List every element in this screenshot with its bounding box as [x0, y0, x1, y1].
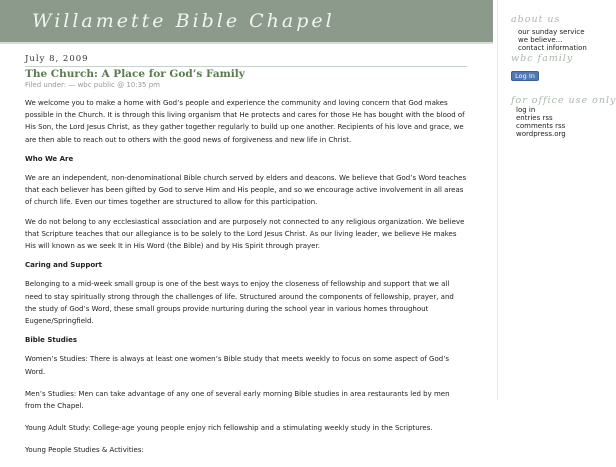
post-body — [25, 97, 467, 467]
contact-information-link[interactable]: contact information — [518, 44, 587, 52]
sidebar-item-we-believe[interactable] — [518, 36, 587, 44]
post-date: July 8, 2009 — [25, 54, 89, 64]
site-title[interactable]: Willamette Bible Chapel — [32, 10, 335, 32]
sunday-service-link[interactable]: our sunday service — [518, 28, 585, 36]
sidebar-item-log-in[interactable] — [516, 106, 566, 114]
comments-rss-link[interactable]: comments rss — [516, 122, 566, 130]
sidebar-item-wordpress[interactable] — [516, 130, 566, 138]
mens-studies-paragraph: Men’s Studies: Men can take advantage of any one of several early morning Bible studies in area restaurants led by men from the Chapel. — [25, 389, 450, 411]
we-believe-link[interactable]: we believe... — [518, 36, 563, 44]
who-we-are-paragraph-2: We do not belong to any ecclesiastical association and are purposely not connected to any religious organization. We believe that Scripture teaches that our allegiance is to be solely to the Lord Jesus Christ. As our living leader, we believe He makes His will known as we seek It in His Word (the Bible) and by His Spirit through prayer. — [25, 217, 465, 251]
date-divider — [25, 66, 467, 67]
sidebar-item-sunday-service[interactable] — [518, 28, 587, 36]
sidebar-title-about: about us — [511, 14, 561, 25]
sidebar — [497, 0, 616, 400]
young-adult-study-paragraph: Young Adult Study: College-age young people enjoy rich fellowship and a stimulating weekly study in the Scriptures. — [25, 424, 433, 433]
wordpress-org-link[interactable]: wordpress.org — [516, 130, 566, 138]
login-button[interactable]: Log In — [511, 71, 539, 81]
young-people-paragraph: Young People Studies & Activities: — [25, 446, 144, 455]
bible-studies-heading: Bible Studies — [25, 336, 78, 345]
who-we-are-heading: Who We Are — [25, 154, 74, 163]
sidebar-item-contact[interactable] — [518, 44, 587, 52]
sidebar-item-entries-rss[interactable] — [516, 114, 566, 122]
site-header — [0, 0, 493, 43]
sidebar-about-list — [518, 28, 587, 52]
sidebar-title-office: for office use only — [511, 95, 616, 106]
post-title[interactable]: The Church: A Place for God’s Family — [25, 68, 245, 80]
header-divider — [0, 42, 493, 44]
entries-rss-link[interactable]: entries rss — [516, 114, 553, 122]
womens-studies-paragraph: Women’s Studies: There is always at least one women’s Bible study that meets weekly to focus on some aspect of God’s Word. — [25, 355, 450, 376]
caring-support-heading: Caring and Support — [25, 261, 102, 270]
caring-support-paragraph: Belonging to a mid-week small group is one of the best ways to enjoy the closeness of fellowship and support that we all need to stay spiritually strong through the challenges of life. Structured around the components of fellowship, prayer, and the study of God’s Word, these small groups provide nurturing during the school year in various homes throughout Eugene/Springfield. — [25, 280, 454, 326]
intro-paragraph: We welcome you to make a home with God’s people and experience the community and loving concern that God makes possible in the Church. It is through this living organism that He protects and cares for those He has bought with the blood of His Son, the Lord Jesus Christ, as they gather together regularly to build up one another. Recipients of his love and grace, we are then able to reach out to others with the good news of forgiveness and new life in Christ. — [25, 99, 465, 144]
office-log-in-link[interactable]: log in — [516, 106, 536, 114]
who-we-are-paragraph-1: We are an independent, non-denominational Bible church served by elders and deacons. We believe that God’s Word teaches that each believer has been gifted by God to serve Him and His people, and so we encourage active involvement in all areas of church life. Even our times together are structured to allow for this participation. — [25, 174, 467, 207]
post-meta: Filed under: — wbc public @ 10:35 pm — [25, 81, 160, 89]
sidebar-item-comments-rss[interactable] — [516, 122, 566, 130]
sidebar-office-list — [516, 106, 566, 138]
sidebar-title-wbc-family: wbc family — [511, 53, 574, 64]
